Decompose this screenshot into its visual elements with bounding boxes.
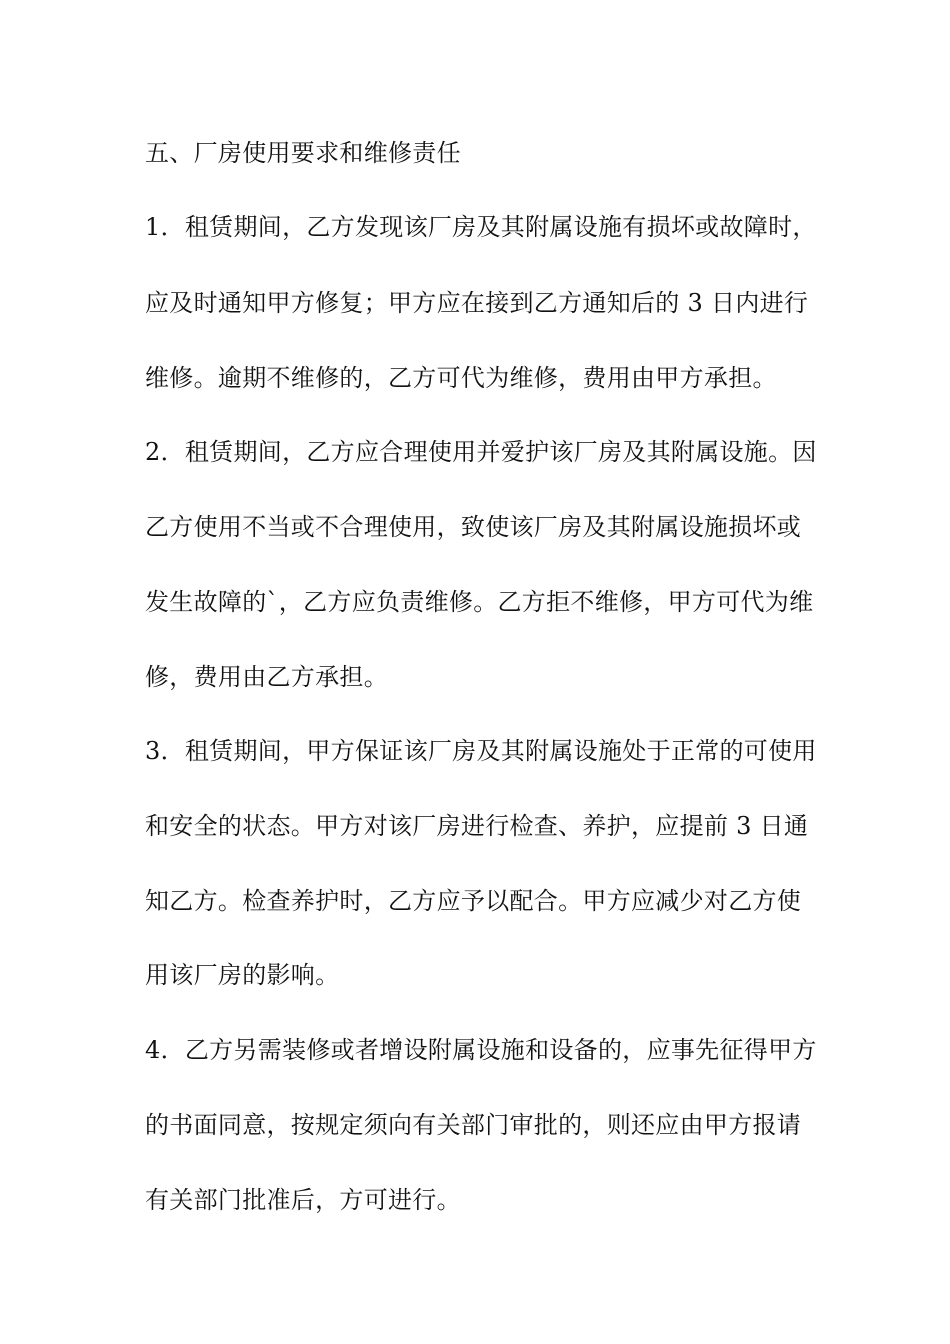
text-line: 2．租赁期间，乙方应合理使用并爱护该厂房及其附属设施。因 xyxy=(145,438,817,466)
text-line: 的书面同意，按规定须向有关部门审批的，则还应由甲方报请 xyxy=(145,1111,802,1139)
text-line: 1．租赁期间，乙方发现该厂房及其附属设施有损坏或故障时， xyxy=(145,213,817,241)
text-line: 4．乙方另需装修或者增设附属设施和设备的，应事先征得甲方 xyxy=(145,1036,817,1064)
text-line: 有关部门批准后，方可进行。 xyxy=(145,1186,461,1214)
text-line: 维修。逾期不维修的，乙方可代为维修，费用由甲方承担。 xyxy=(145,364,777,392)
text-line: 用该厂房的影响。 xyxy=(145,961,340,989)
text-line: 和安全的状态。甲方对该厂房进行检查、养护，应提前 3 日通 xyxy=(145,812,809,840)
text-line: 应及时通知甲方修复；甲方应在接到乙方通知后的 3 日内进行 xyxy=(145,289,809,317)
text-line: 发生故障的`，乙方应负责维修。乙方拒不维修，甲方可代为维 xyxy=(145,588,814,616)
text-line: 乙方使用不当或不合理使用，致使该厂房及其附属设施损坏或 xyxy=(145,513,802,541)
text-line: 修，费用由乙方承担。 xyxy=(145,663,388,691)
text-line: 知乙方。检查养护时，乙方应予以配合。甲方应减少对乙方使 xyxy=(145,887,802,915)
section-heading: 五、厂房使用要求和维修责任 xyxy=(145,139,461,167)
text-line: 3．租赁期间，甲方保证该厂房及其附属设施处于正常的可使用 xyxy=(145,737,817,765)
